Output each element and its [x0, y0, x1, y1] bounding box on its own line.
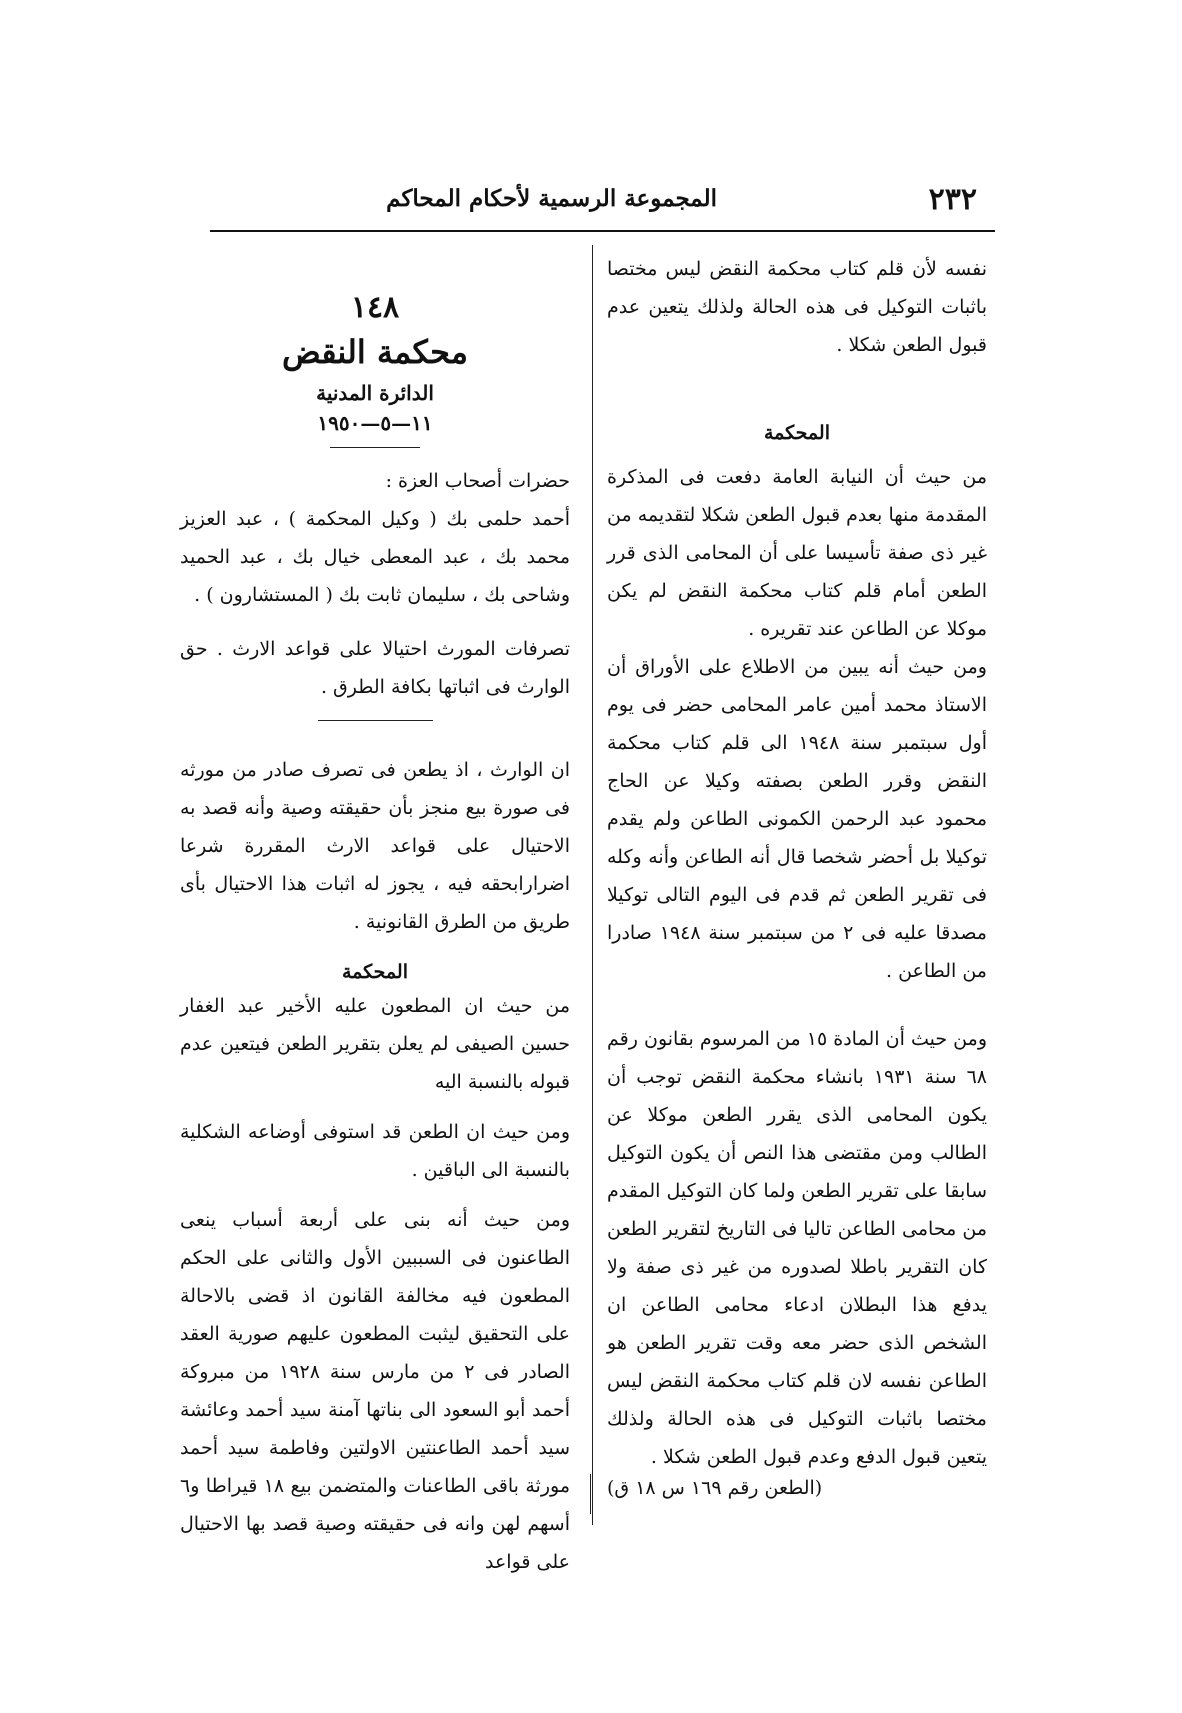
legal-principle: ان الوارث ، اذ يطعن فى تصرف صادر من مورثه فى صورة بيع منجز بأن حقيقته وصية وأنه قصد به الاحتيال على قواعد الارث المقررة شرعا اضرارابحقه فيه ، يجوز له اثبات هذا الاحتيال بأى طريق من الطرق القانونية .: [180, 759, 570, 933]
column-divider: [592, 245, 593, 1525]
judges-names: أحمد حلمى بك ( وكيل المحكمة ) ، عبد العزيز محمد بك ، عبد المعطى خيال بك ، عبد الحميد وشاحى بك ، سليمان ثابت بك ( المستشارون ) .: [180, 508, 570, 606]
section-heading: المحكمة: [342, 961, 408, 983]
case-number: ١٤٨: [350, 290, 400, 325]
page-number: ٢٣٢: [928, 182, 977, 217]
body-paragraph: ومن حيث أن المادة ١٥ من المرسوم بقانون رقم ٦٨ سنة ١٩٣١ بانشاء محكمة النقض توجب أن يكون المحامى الذى يقرر الطعن موكلا عن الطالب ومن مقتضى هذا النص أن يكون التوكيل سابقا على تقرير الطعن ولما كان التوكيل المقدم من محامى الطاعن تاليا فى التاريخ لتقرير الطعن كان التقرير باطلا لصدوره من غير ذى صفة ولا يدفع هذا البطلان ادعاء محامى الطاعن ان الشخص الذى حضر معه وقت تقرير الطعن هو الطاعن نفسه لان قلم كتاب محكمة النقض ليس مختصا باثبات التوكيل فى هذه الحالة ولذلك يتعين قبول الدفع وعدم قبول الطعن شكلا .: [607, 1028, 988, 1468]
left-column: [180, 250, 570, 1581]
page-header: [210, 180, 995, 232]
intro-paragraph: نفسه لأن قلم كتاب محكمة النقض ليس مختصا باثبات التوكيل فى هذه الحالة ولذلك يتعين عدم قبول الطعن شكلا .: [607, 258, 987, 356]
body-paragraph: ومن حيث أنه يبين من الاطلاع على الأوراق أن الاستاذ محمد أمين عامر المحامى حضر فى يوم أول سبتمبر سنة ١٩٤٨ الى قلم كتاب محكمة النقض وقرر الطعن بصفته وكيلا عن الحاج محمود عبد الرحمن الكمونى الطاعن ولم يقدم توكيلا بل أحضر شخصا قال أنه الطاعن وأنه وكله فى تقرير الطعن ثم قدم فى اليوم التالى توكيلا مصدقا عليه فى ٢ من سبتمبر سنة ١٩٤٨ صادرا من الطاعن .: [607, 656, 987, 982]
case-subject: تصرفات المورث احتيالا على قواعد الارث . حق الوارث فى اثباتها بكافة الطرق .: [180, 638, 570, 698]
separator-rule: [318, 720, 433, 721]
citation-mark: [590, 1474, 591, 1514]
case-citation: (الطعن رقم ١٦٩ س ١٨ ق): [607, 1477, 823, 1499]
body-paragraph: ومن حيث أنه بنى على أربعة أسباب ينعى الطاعنون فى السببين الأول والثانى على الحكم المطعون فيه مخالفة القانون اذ قضى بالاحالة على التحقيق ليثبت المطعون عليهم صورية العقد الصادر فى ٢ من مارس سنة ١٩٢٨ من مبروكة أحمد أبو السعود الى بناتها آمنة سيد أحمد وعائشة سيد أحمد الطاعنتين الاولتين وفاطمة سيد أحمد مورثة باقى الطاعنات والمتضمن بيع ١٨ قيراطا و٦ أسهم لهن وانه فى حقيقته وصية قصد بها الاحتيال على قواعد: [180, 1209, 570, 1573]
court-name: محكمة النقض: [282, 333, 468, 371]
body-paragraph: من حيث ان المطعون عليه الأخير عبد الغفار حسين الصيفى لم يعلن بتقرير الطعن فيتعين عدم قبوله بالنسبة اليه: [180, 995, 570, 1093]
body-paragraph: ومن حيث ان الطعن قد استوفى أوضاعه الشكلية بالنسبة الى الباقين .: [180, 1121, 570, 1181]
court-circuit: الدائرة المدنية: [316, 381, 434, 405]
running-title: المجموعة الرسمية لأحكام المحاكم: [386, 185, 717, 212]
judgment-date: ١١—٥—١٩٥٠: [317, 411, 433, 435]
body-paragraph: من حيث أن النيابة العامة دفعت فى المذكرة المقدمة منها بعدم قبول الطعن شكلا لتقديمه من غير ذى صفة تأسيسا على أن المحامى الذى قرر الطعن أمام قلم كتاب محكمة النقض لم يكن موكلا عن الطاعن عند تقريره .: [607, 466, 987, 640]
section-heading: المحكمة: [764, 422, 830, 444]
judges-label: حضرات أصحاب العزة :: [385, 470, 570, 492]
right-column: [607, 250, 987, 1476]
separator-rule: [330, 447, 420, 448]
